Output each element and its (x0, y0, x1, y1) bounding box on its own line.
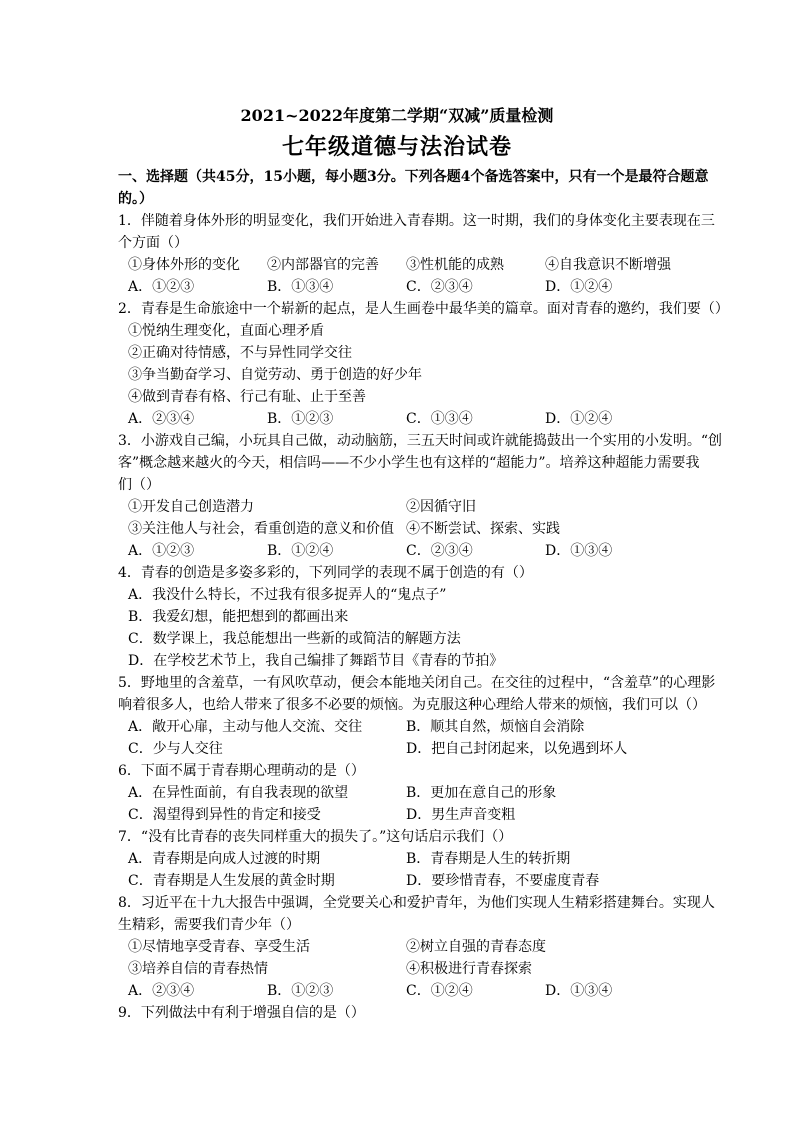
q2-option: C．①③④ (406, 411, 473, 427)
q7-options (118, 870, 696, 892)
q3-item: ④不断尝试、探索、实践 (406, 521, 560, 537)
q1-item: ①身体外形的变化 (128, 257, 240, 273)
q2-stem: 2．青春是生命旅途中一个崭新的起点，是人生画卷中最华美的篇章。面对青春的邀约，我们要（） (118, 301, 729, 317)
q8-items (118, 936, 696, 958)
q8-item: ③培养自信的青春热情 (128, 961, 268, 977)
q8-item: ②树立自强的青春态度 (406, 939, 546, 955)
q2-option: B．①②③ (267, 411, 334, 427)
q5-option: C．少与人交往 (128, 741, 223, 757)
q6-options (118, 804, 696, 826)
exam-subject-title: 七年级道德与法治试卷 (281, 134, 512, 160)
q5-option: D．把自己封闭起来，以免遇到坏人 (406, 741, 628, 757)
q1-stem-cont: 个方面（） (118, 235, 188, 251)
q7-option: C．青春期是人生发展的黄金时期 (128, 873, 335, 889)
q8-option: A．②③④ (128, 983, 195, 999)
q8-option: C．①②④ (406, 983, 473, 999)
q1-option: A．①②③ (128, 279, 195, 295)
q8-item: ④积极进行青春探索 (406, 961, 532, 977)
q3-stem-cont: 们（） (118, 477, 160, 493)
q7-option: A．青春期是向成人过渡的时期 (128, 851, 321, 867)
q1-option: D．①②④ (545, 279, 613, 295)
q1-item: ③性机能的成熟 (406, 257, 504, 273)
q6-stem: 6．下面不属于青春期心理萌动的是（） (118, 763, 365, 779)
q1-option: C．②③④ (406, 279, 473, 295)
q6-options (118, 782, 696, 804)
q2-item: ②正确对待情感，不与异性同学交往 (128, 345, 352, 361)
q4-option: C．数学课上，我总能想出一些新的或简洁的解题方法 (128, 631, 461, 647)
q8-options (118, 980, 696, 1002)
q4-option: A．我没什么特长，不过我有很多捉弄人的“鬼点子” (128, 587, 447, 603)
q4-option: B．我爱幻想，能把想到的都画出来 (128, 609, 349, 625)
section-heading-cont: 的。） (118, 191, 153, 207)
section-heading: 一、选择题（共45分，15小题，每小题3分。下列各题4个备选答案中，只有一个是最符合题意 (118, 169, 709, 185)
q2-item: ①悦纳生理变化，直面心理矛盾 (128, 323, 324, 339)
q8-option: D．①③④ (545, 983, 613, 999)
q8-stem: 8．习近平在十九大报告中强调，全党要关心和爱护青年，为他们实现人生精彩搭建舞台。实现人 (118, 895, 715, 911)
exam-header-title: 2021~2022年度第二学期“双减”质量检测 (240, 106, 554, 125)
q3-options (118, 540, 696, 562)
q3-option: B．①②④ (267, 543, 334, 559)
q5-option: A．敞开心扉，主动与他人交流、交往 (128, 719, 363, 735)
q9-stem: 9．下列做法中有利于增强自信的是（） (118, 1005, 365, 1021)
q5-option: B．顺其自然，烦恼自会消除 (406, 719, 585, 735)
q6-option: C．渴望得到异性的肯定和接受 (128, 807, 321, 823)
q3-option: C．②③④ (406, 543, 473, 559)
q5-stem-cont: 响着很多人，也给人带来了很多不必要的烦恼。为克服这种心理给人带来的烦恼，我们可以（） (118, 697, 706, 713)
q3-item: ③关注他人与社会，看重创造的意义和价值 (128, 521, 394, 537)
q7-options (118, 848, 696, 870)
q6-option: A．在异性面前，有自我表现的欲望 (128, 785, 349, 801)
q1-options (118, 276, 696, 298)
q4-stem: 4．青春的创造是多姿多彩的，下列同学的表现不属于创造的有（） (118, 565, 533, 581)
q7-stem: 7．“没有比青春的丧失同样重大的损失了。”这句话启示我们（） (118, 829, 513, 845)
q2-options (118, 408, 696, 430)
q2-option: D．①②④ (545, 411, 613, 427)
q2-option: A．②③④ (128, 411, 195, 427)
q8-items (118, 958, 696, 980)
q1-item: ②内部器官的完善 (267, 257, 379, 273)
q3-option: D．①③④ (545, 543, 613, 559)
q1-option: B．①③④ (267, 279, 334, 295)
q1-items (118, 254, 696, 276)
q8-item: ①尽情地享受青春、享受生活 (128, 939, 310, 955)
exam-content (118, 166, 729, 1024)
q7-option: D．要珍惜青春，不要虚度青春 (406, 873, 600, 889)
q6-option: B．更加在意自己的形象 (406, 785, 557, 801)
q2-item: ④做到青春有格、行己有耻、止于至善 (128, 389, 366, 405)
q7-option: B．青春期是人生的转折期 (406, 851, 571, 867)
q3-item: ②因循守旧 (406, 499, 476, 515)
q3-option: A．①②③ (128, 543, 195, 559)
q3-items (118, 496, 696, 518)
q4-option: D．在学校艺术节上，我自己编排了舞蹈节目《青春的节拍》 (128, 653, 504, 669)
q5-stem: 5．野地里的含羞草，一有风吹草动，便会本能地关闭自己。在交往的过程中，“含羞草”的心理影 (118, 675, 716, 691)
q5-options (118, 738, 696, 760)
q1-item: ④自我意识不断增强 (545, 257, 671, 273)
q3-stem: 3．小游戏自己编，小玩具自己做，动动脑筋，三五天时间或许就能捣鼓出一个实用的小发明。“创 (118, 433, 723, 449)
q3-stem-cont: 客”概念越来越火的今天，相信吗——不少小学生也有这样的“超能力”。培养这种超能力需要我 (118, 455, 700, 471)
q6-option: D．男生声音变粗 (406, 807, 516, 823)
q2-item: ③争当勤奋学习、自觉劳动、勇于创造的好少年 (128, 367, 422, 383)
q3-items (118, 518, 696, 540)
q1-stem: 1．伴随着身体外形的明显变化，我们开始进入青春期。这一时期，我们的身体变化主要表现在三 (118, 213, 715, 229)
q8-option: B．①②③ (267, 983, 334, 999)
q3-item: ①开发自己创造潜力 (128, 499, 254, 515)
q5-options (118, 716, 696, 738)
q8-stem-cont: 生精彩，需要我们青少年（） (118, 917, 300, 933)
